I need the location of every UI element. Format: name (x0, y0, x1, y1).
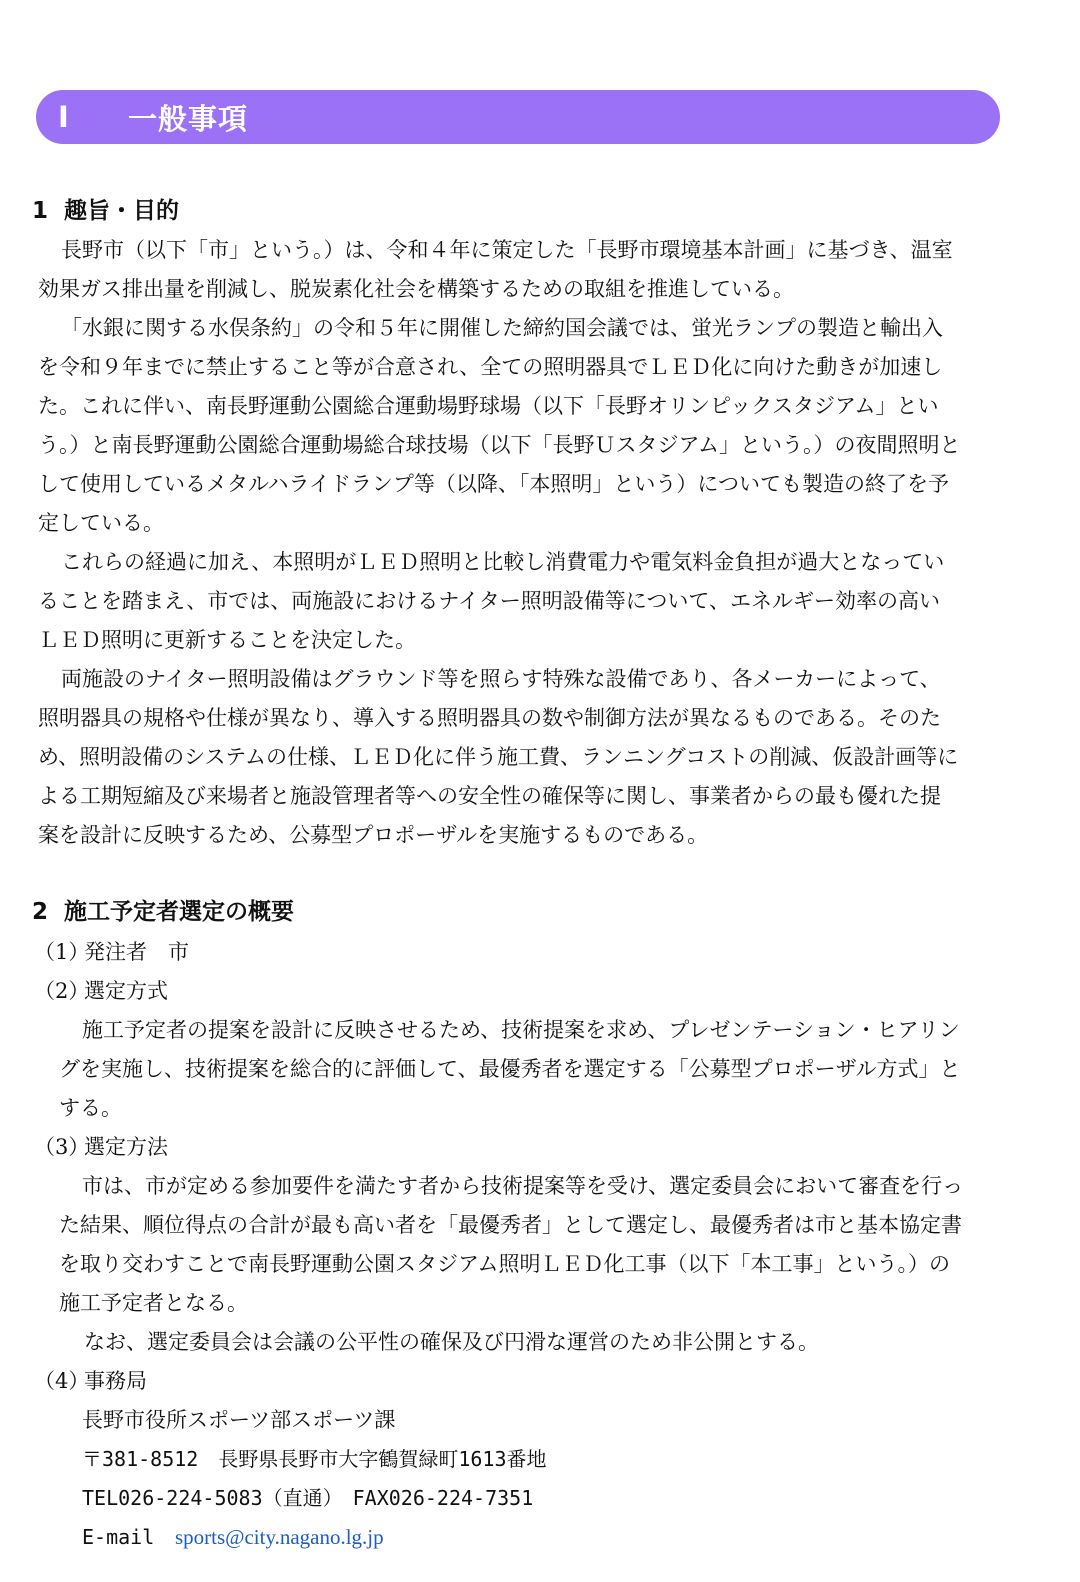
body-line: め、照明設備のシステムの仕様、ＬＥＤ化に伴う施工費、ランニングコストの削減、仮設計画等に (38, 745, 959, 769)
body-line: 案を設計に反映するため、公募型プロポーザルを実施するものである。 (38, 823, 709, 847)
subsection-label: 発注者 市 (84, 940, 189, 964)
body-line: グを実施し、技術提案を総合的に評価して、最優秀者を選定する「公募型プロポーザル方式」と (59, 1057, 961, 1081)
subsection-number: （3） (34, 1135, 90, 1159)
body-line: 両施設のナイター照明設備はグラウンド等を照らす特殊な設備であり、各メーカーによって、 (61, 667, 941, 691)
body-line: よる工期短縮及び来場者と施設管理者等への安全性の確保等に関し、事業者からの最も優れた提 (38, 784, 941, 808)
body-line: ＬＥＤ照明に更新することを決定した。 (38, 628, 416, 652)
body-line: う。）と南長野運動公園総合運動場総合球技場（以下「長野Ｕスタジアム」という。）の夜間照明と (38, 433, 961, 457)
body-line: ることを踏まえ、市では、両施設におけるナイター照明設備等について、エネルギー効率の高い (38, 589, 940, 613)
body-line: た結果、順位得点の合計が最も高い者を「最優秀者」として選定し、最優秀者は市と基本協定書 (59, 1213, 962, 1237)
section2-title: 施工予定者選定の概要 (64, 899, 294, 925)
body-line: して使用しているメタルハライドランプ等（以降、「本照明」という）についても製造の終了を予 (38, 472, 949, 496)
section2-heading (32, 897, 294, 927)
body-line: 効果ガス排出量を削減し、脱炭素化社会を構築するための取組を推進している。 (38, 277, 794, 301)
banner-title: 一般事項 (128, 101, 249, 136)
email-link[interactable]: sports@city.nagano.lg.jp (174, 1525, 384, 1549)
office-address: 〒381-8512 長野県長野市大字鶴賀緑町1613番地 (82, 1447, 547, 1471)
body-line: これらの経過に加え、本照明がＬＥＤ照明と比較し消費電力や電気料金負担が過大となってい (61, 550, 945, 574)
body-line: 長野市（以下「市」という。）は、令和４年に策定した「長野市環境基本計画」に基づき、温室 (61, 238, 953, 262)
office-phone: TEL026-224-5083（直通） FAX026-224-7351 (82, 1486, 534, 1510)
body-line: する。 (59, 1096, 122, 1120)
section2-number: 2 (32, 899, 49, 925)
body-line: を取り交わすことで南長野運動公園スタジアム照明ＬＥＤ化工事（以下「本工事」という。）の (59, 1252, 951, 1276)
section-banner (36, 90, 1000, 144)
subsection-selection (34, 1132, 168, 1162)
subsection-number: （2） (34, 979, 90, 1003)
subsection-label: 選定方法 (84, 1135, 168, 1159)
body-line: た。これに伴い、南長野運動公園総合運動場野球場（以下「長野オリンピックスタジアム」とい (38, 394, 939, 418)
office-email-row (82, 1522, 384, 1552)
body-line: 定している。 (38, 511, 164, 535)
body-line: 照明器具の規格や仕様が異なり、導入する照明器具の数や制御方法が異なるものである。そのた (38, 706, 941, 730)
body-line: 施工予定者の提案を設計に反映させるため、技術提案を求め、プレゼンテーション・ヒアリン (82, 1018, 960, 1042)
body-line: を令和９年までに禁止すること等が合意され、全ての照明器具でＬＥＤ化に向けた動きが加速し (38, 355, 943, 379)
section1-number: 1 (32, 198, 49, 224)
subsection-orderer (34, 937, 189, 967)
body-line: 施工予定者となる。 (59, 1291, 248, 1315)
office-name: 長野市役所スポーツ部スポーツ課 (82, 1408, 396, 1432)
subsection-label: 選定方式 (84, 979, 168, 1003)
section1-heading (32, 196, 179, 226)
subsection-number: （4） (34, 1369, 90, 1393)
subsection-method (34, 976, 168, 1006)
body-line: 「水銀に関する水俣条約」の令和５年に開催した締約国会議では、蛍光ランプの製造と輸出入 (61, 316, 943, 340)
body-line: なお、選定委員会は会議の公平性の確保及び円滑な運営のため非公開とする。 (84, 1330, 819, 1354)
section1-title: 趣旨・目的 (64, 198, 179, 224)
email-label: E-mail (82, 1525, 155, 1549)
subsection-label: 事務局 (84, 1369, 147, 1393)
subsection-number: （1） (34, 940, 90, 964)
body-line: 市は、市が定める参加要件を満たす者から技術提案等を受け、選定委員会において審査を行っ (82, 1174, 964, 1198)
subsection-office (34, 1366, 147, 1396)
banner-number: Ⅰ (58, 100, 70, 134)
